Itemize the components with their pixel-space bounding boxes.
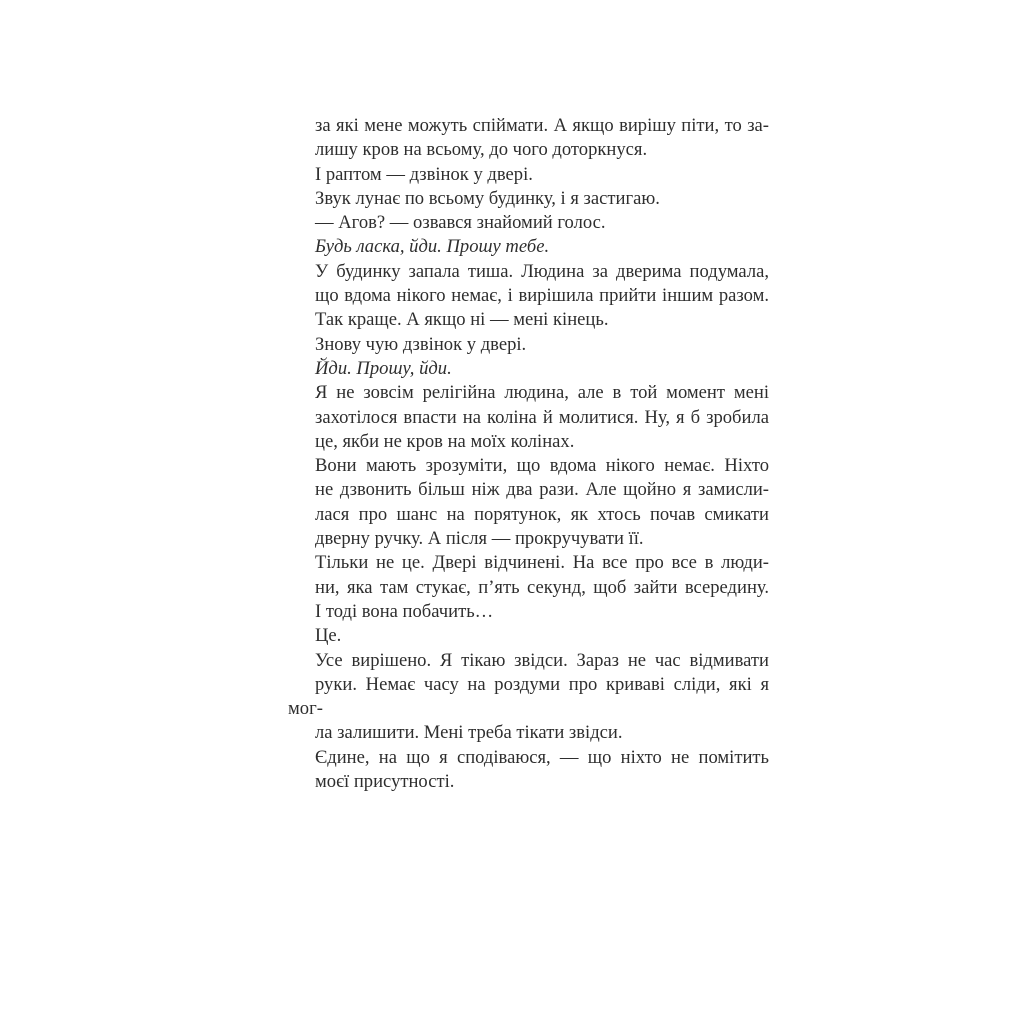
text-line: Будь ласка, йди. Прошу тебе. [315,236,550,258]
paragraph [288,187,769,211]
text-line: захотілося впасти на коліна й молитися. Ну, я б зробила [315,406,769,428]
text-line: ни, яка там стукає, п’ять секунд, щоб зайти всередину. [315,576,769,598]
book-page [288,114,769,794]
text-line: Йди. Прошу, йди. [315,357,452,379]
text-line: що вдома нікого немає, і вирішила прийти іншим разом. [315,285,769,307]
paragraph [288,333,769,357]
text-line: І тоді вона побачить… [315,600,494,622]
text-line: ла залишити. Мені треба тікати звідси. [315,722,623,744]
italic-thought-paragraph [288,235,769,259]
text-line: це, якби не кров на моїх колінах. [315,430,575,452]
text-line: Єдине, на що я сподіваюся, — що ніхто не помітить [315,746,769,768]
text-line: Вони мають зрозуміти, що вдома нікого немає. Ніхто [315,455,769,477]
paragraph [288,260,769,333]
text-line: не дзвонить більш ніж два рази. Але щойно я замисли- [315,479,769,501]
paragraph [288,163,769,187]
text-line: І раптом — дзвінок у двері. [315,163,533,185]
text-line: Я не зовсім релігійна людина, але в той момент мені [315,382,769,404]
text-line: Це. [315,625,342,647]
text-line: Тільки не це. Двері відчинені. На все про все в люди- [315,552,769,574]
paragraph [288,624,769,648]
text-line: лишу кров на всьому, до чого доторкнуся. [315,139,648,161]
text-line: Усе вирішено. Я тікаю звідси. Зараз не час відмивати [315,649,769,671]
text-line: — Агов? — озвався знайомий голос. [315,212,606,234]
text-line: Так краще. А якщо ні — мені кінець. [315,309,609,331]
text-line: дверну ручку. А після — прокручувати її. [315,528,644,550]
paragraph [288,381,769,454]
paragraph-continuation [288,114,769,163]
text-line: Звук лунає по всьому будинку, і я застигаю. [315,187,660,209]
text-line: руки. Немає часу на роздуми про криваві сліди, які я мог- [288,673,769,720]
dialogue-paragraph [288,211,769,235]
text-line: за які мене можуть спіймати. А якщо вирішу піти, то за- [315,115,769,136]
italic-thought-paragraph [288,357,769,381]
text-line: Знову чую дзвінок у двері. [315,333,527,355]
paragraph [288,649,769,746]
paragraph [288,551,769,624]
text-line: моєї присутності. [315,771,455,793]
text-line: У будинку запала тиша. Людина за дверима подумала, [315,260,769,282]
paragraph [288,746,769,795]
text-line: лася про шанс на порятунок, як хтось почав смикати [315,503,769,525]
paragraph [288,454,769,551]
